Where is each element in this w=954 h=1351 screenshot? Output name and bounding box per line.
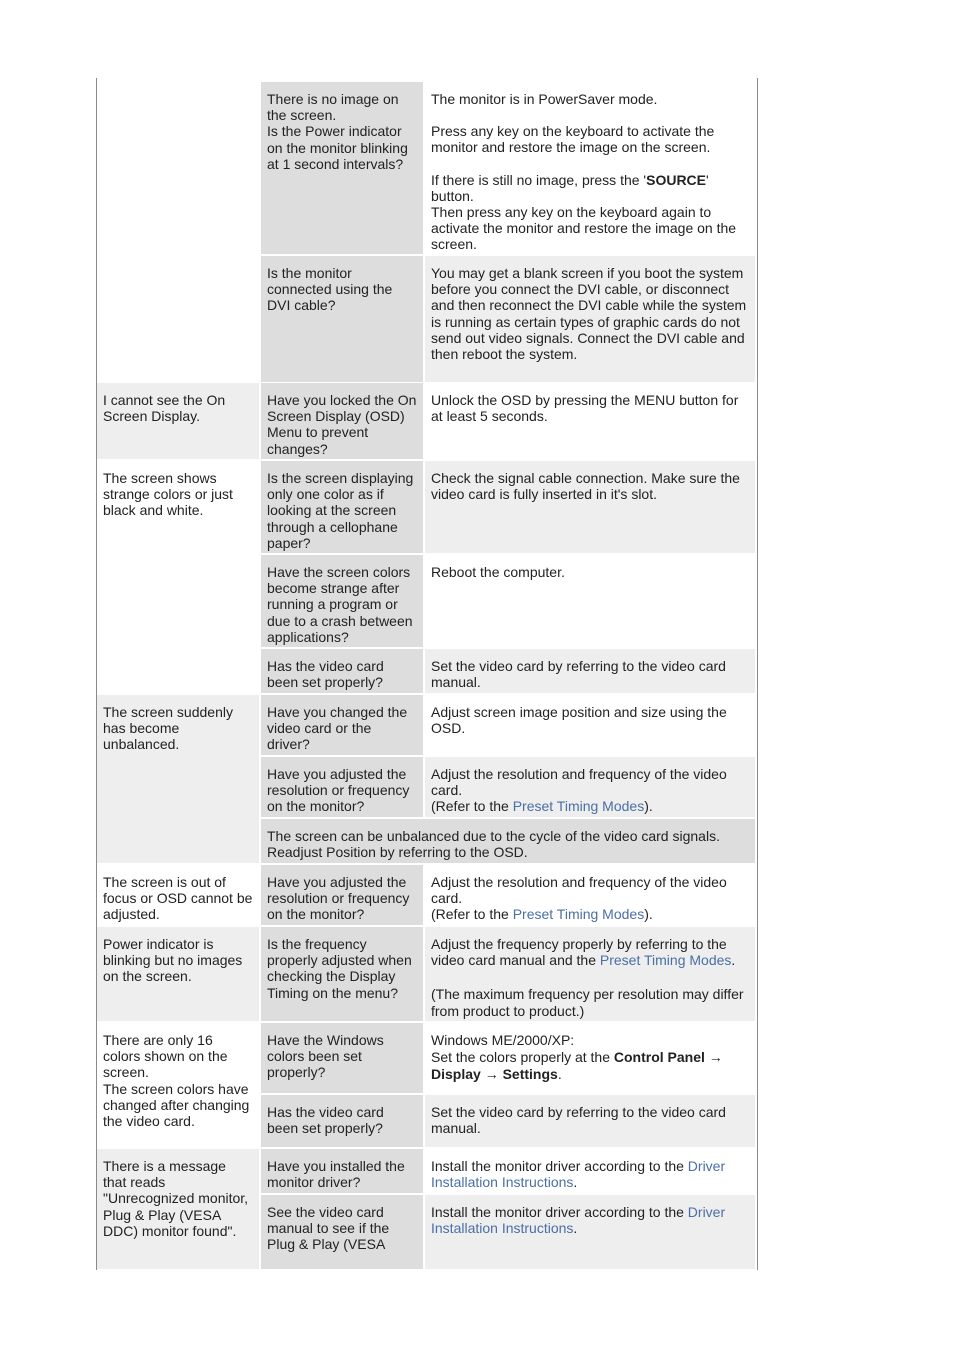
- answer-cell: Install the monitor driver according to the Driver Installation Instructions.: [425, 1195, 755, 1269]
- question-cell: Have you locked the On Screen Display (OSD) Menu to prevent changes?: [261, 383, 423, 459]
- preset-timing-modes-link[interactable]: Preset Timing Modes: [512, 798, 645, 815]
- driver-installation-instructions-link[interactable]: Driver Installation Instructions: [431, 1158, 726, 1191]
- answer-cell: Set the video card by referring to the video card manual.: [425, 649, 755, 693]
- answer-cell: Reboot the computer.: [425, 555, 755, 647]
- question-cell: Has the video card been set properly?: [261, 649, 423, 693]
- answer-cell: Check the signal cable connection. Make sure the video card is fully inserted in it's slot.: [425, 461, 755, 553]
- question-cell: Have you changed the video card or the driver?: [261, 695, 423, 755]
- answer-text: Press any key on the keyboard to activate the monitor and restore the image on the screen.: [431, 123, 715, 156]
- answer-cell: [425, 82, 755, 254]
- answer-text: Adjust the resolution and frequency of the video card.: [431, 766, 727, 799]
- note-cell: The screen can be unbalanced due to the cycle of the video card signals. Readjust Position by referring to the OSD.: [261, 819, 755, 863]
- answer-cell: You may get a blank screen if you boot the system before you connect the DVI cable, or disconnect and then reconnect the DVI cable while the system is running as certain types of graphic cards do not send out video signals. Connect the DVI cable and then reboot the system.: [425, 256, 755, 382]
- answer-cell: Adjust screen image position and size using the OSD.: [425, 695, 755, 755]
- question-cell: Have you adjusted the resolution or frequency on the monitor?: [261, 865, 423, 925]
- answer-text: Adjust the frequency properly by referring to the video card manual and the Preset Timing Modes.: [431, 936, 736, 969]
- answer-cell: Unlock the OSD by pressing the MENU button for at least 5 seconds.: [425, 383, 755, 459]
- answer-text: Set the colors properly at the Control Panel → Display → Settings.: [431, 1049, 723, 1082]
- symptom-cell: There is a message that reads "Unrecognized monitor, Plug & Play (VESA DDC) monitor found".: [97, 1149, 259, 1269]
- answer-text: Adjust the resolution and frequency of the video card.: [431, 874, 727, 907]
- question-cell: Have the screen colors become strange after running a program or due to a crash between applications?: [261, 555, 423, 647]
- symptom-cell: The screen is out of focus or OSD cannot be adjusted.: [97, 865, 259, 925]
- source-button-name: SOURCE: [646, 171, 707, 188]
- answer-cell: [425, 757, 755, 817]
- answer-cell: [425, 1023, 755, 1093]
- question-cell: There is no image on the screen. Is the Power indicator on the monitor blinking at 1 second intervals?: [261, 82, 423, 254]
- preset-timing-modes-link[interactable]: Preset Timing Modes: [512, 906, 645, 923]
- answer-text: (Refer to the Preset Timing Modes).: [431, 906, 653, 923]
- answer-cell: Install the monitor driver according to the Driver Installation Instructions.: [425, 1149, 755, 1193]
- question-cell: Have the Windows colors been set properly?: [261, 1023, 423, 1093]
- answer-cell: [425, 927, 755, 1021]
- symptom-cell: The screen suddenly has become unbalanced.: [97, 695, 259, 863]
- question-cell: Have you adjusted the resolution or frequency on the monitor?: [261, 757, 423, 817]
- answer-text: Windows ME/2000/XP:: [431, 1032, 575, 1048]
- answer-cell: Set the video card by referring to the video card manual.: [425, 1095, 755, 1147]
- driver-installation-instructions-link[interactable]: Driver Installation Instructions: [431, 1204, 726, 1237]
- answer-cell: [425, 865, 755, 925]
- question-cell: Is the screen displaying only one color as if looking at the screen through a cellophane paper?: [261, 461, 423, 553]
- answer-text: If there is still no image, press the 'SOURCE' button.: [431, 171, 709, 204]
- question-cell: Is the frequency properly adjusted when checking the Display Timing on the menu?: [261, 927, 423, 1021]
- symptom-cell: I cannot see the On Screen Display.: [97, 383, 259, 459]
- question-cell: Is the monitor connected using the DVI cable?: [261, 256, 423, 382]
- symptom-cell-empty: [97, 82, 259, 382]
- question-cell: See the video card manual to see if the Plug & Play (VESA: [261, 1195, 423, 1269]
- symptom-cell: Power indicator is blinking but no images on the screen.: [97, 927, 259, 1021]
- symptom-cell: The screen shows strange colors or just black and white.: [97, 461, 259, 693]
- answer-note: (The maximum frequency per resolution may differ from product to product.): [431, 986, 744, 1019]
- question-cell: Have you installed the monitor driver?: [261, 1149, 423, 1193]
- answer-text: (Refer to the Preset Timing Modes).: [431, 798, 653, 815]
- question-cell: Has the video card been set properly?: [261, 1095, 423, 1147]
- symptom-cell: There are only 16 colors shown on the screen. The screen colors have changed after changing the video card.: [97, 1023, 259, 1147]
- answer-text: The monitor is in PowerSaver mode.: [431, 91, 658, 107]
- answer-text: Then press any key on the keyboard again to activate the monitor and restore the image on the screen.: [431, 204, 737, 253]
- preset-timing-modes-link[interactable]: Preset Timing Modes: [599, 952, 732, 969]
